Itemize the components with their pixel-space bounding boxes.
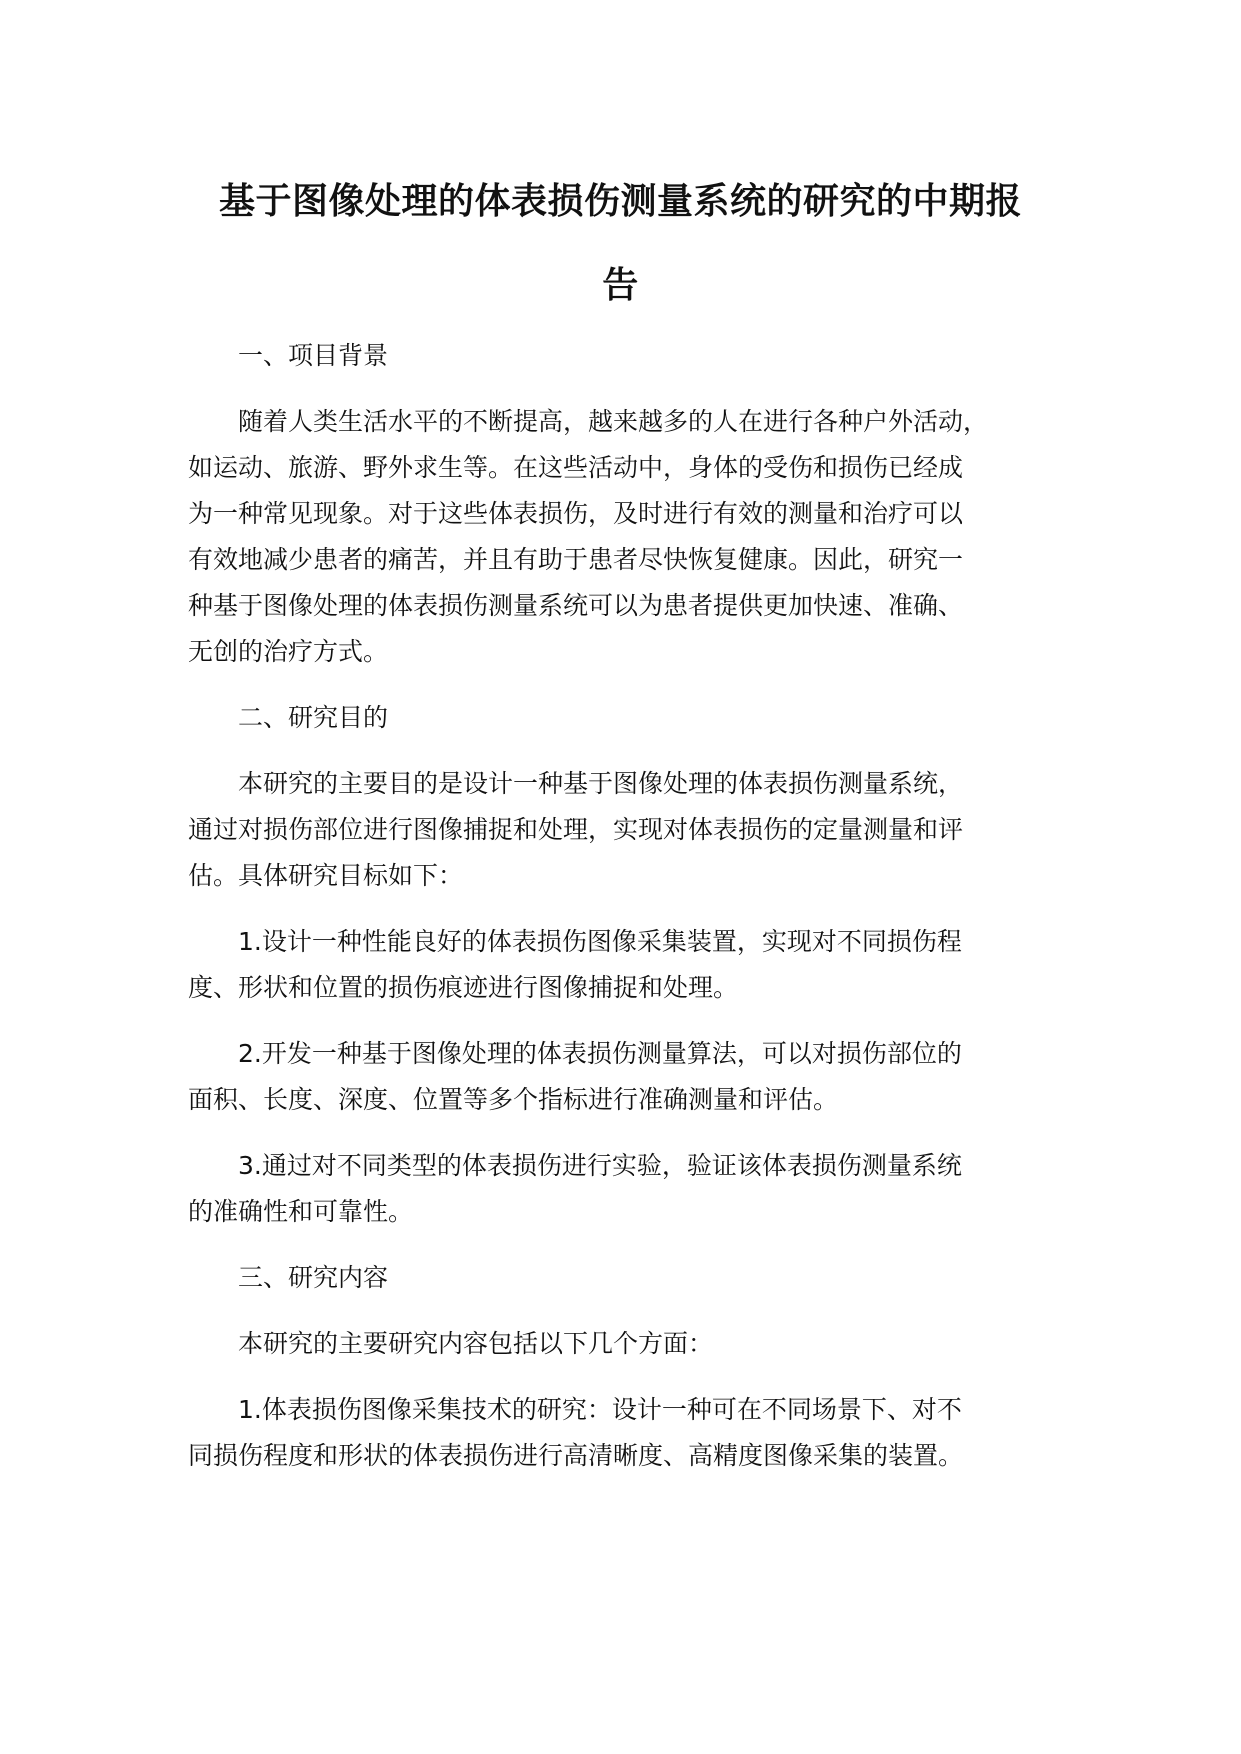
paragraph-purpose-intro: [188, 761, 1088, 899]
text-line: 2.开发一种基于图像处理的体表损伤测量算法，可以对损伤部位的: [238, 1039, 962, 1068]
text-line: 1.设计一种性能良好的体表损伤图像采集装置，实现对不同损伤程: [238, 927, 962, 956]
text-line: 的准确性和可靠性。: [188, 1197, 414, 1226]
text-line: 通过对损伤部位进行图像捕捉和处理，实现对体表损伤的定量测量和评: [188, 815, 964, 844]
section-heading-purpose: 二、研究目的: [238, 703, 389, 732]
text-line: 为一种常见现象。对于这些体表损伤，及时进行有效的测量和治疗可以: [188, 499, 964, 528]
text-line: 1.体表损伤图像采集技术的研究：设计一种可在不同场景下、对不: [238, 1395, 962, 1424]
text-line: 面积、长度、深度、位置等多个指标进行准确测量和评估。: [188, 1085, 839, 1114]
text-line: 随着人类生活水平的不断提高，越来越多的人在进行各种户外活动，: [238, 407, 989, 436]
text-line: 本研究的主要目的是设计一种基于图像处理的体表损伤测量系统，: [238, 769, 964, 798]
list-item-purpose-3: [188, 1143, 1088, 1235]
text-line: 无创的治疗方式。: [188, 637, 389, 666]
paragraph-content-intro: 本研究的主要研究内容包括以下几个方面：: [238, 1329, 714, 1358]
section-heading-content: 三、研究内容: [238, 1263, 389, 1292]
text-line: 有效地减少患者的痛苦，并且有助于患者尽快恢复健康。因此，研究一: [188, 545, 964, 574]
text-line: 度、形状和位置的损伤痕迹进行图像捕捉和处理。: [188, 973, 739, 1002]
paragraph-background: [188, 399, 1088, 675]
document-title-line-2: 告: [602, 265, 639, 306]
document-body: [188, 333, 1088, 1479]
text-line: 3.通过对不同类型的体表损伤进行实验，验证该体表损伤测量系统: [238, 1151, 962, 1180]
text-line: 同损伤程度和形状的体表损伤进行高清晰度、高精度图像采集的装置。: [188, 1441, 964, 1470]
section-heading-background: 一、项目背景: [238, 341, 389, 370]
text-line: 估。具体研究目标如下：: [188, 861, 464, 890]
text-line: 如运动、旅游、野外求生等。在这些活动中，身体的受伤和损伤已经成: [188, 453, 964, 482]
document-title-line-1: 基于图像处理的体表损伤测量系统的研究的中期报: [218, 181, 1022, 222]
list-item-content-1: [188, 1387, 1088, 1479]
list-item-purpose-2: [188, 1031, 1088, 1123]
text-line: 种基于图像处理的体表损伤测量系统可以为患者提供更加快速、准确、: [188, 591, 964, 620]
list-item-purpose-1: [188, 919, 1088, 1011]
